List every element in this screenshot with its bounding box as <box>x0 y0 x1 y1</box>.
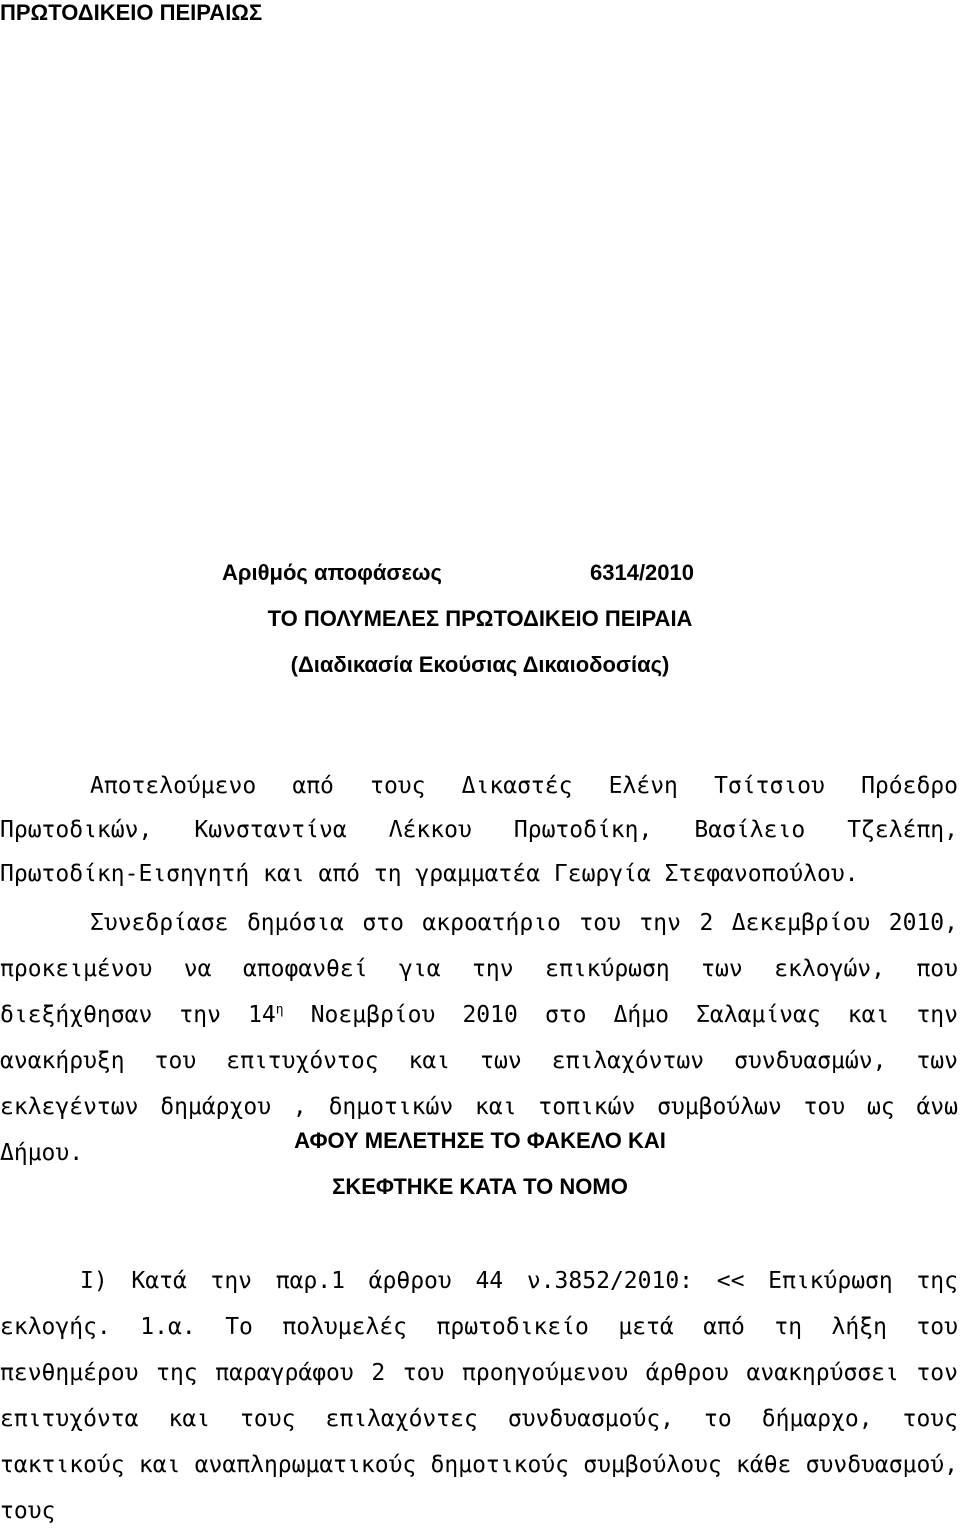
procedure-type: (Διαδικασία Εκούσιας Δικαιοδοσίας) <box>290 652 670 677</box>
composition-paragraph: Αποτελούμενο από τους Δικαστές Ελένη Τσίτσιου Πρόεδρο Πρωτοδικών, Κωνσταντίνα Λέκκου Πρωτοδίκη, Βασίλειο Τζελέπη, Πρωτοδίκη-Εισηγητή και από τη γραμματέα Γεωργία Στεφανοπούλου. <box>0 773 958 887</box>
considerations-heading-line-1: ΑΦΟΥ ΜΕΛΕΤΗΣΕ ΤΟ ΦΑΚΕΛΟ ΚΑΙ <box>294 1128 666 1153</box>
court-header: ΠΡΩΤΟΔΙΚΕΙΟ ΠΕΙΡΑΙΩΣ <box>0 0 263 25</box>
session-text-after: Νοεμβρίου 2010 στο Δήμο Σαλαμίνας και την ανακήρυξη του επιτυχόντος και των επιλαχόντων συνδυασμών, των εκλεγέντων δημάρχου , δημοτικών και τοπικών συμβούλων του ως άνω Δήμου. <box>0 1002 959 1166</box>
article-paragraph: Ι) Κατά την παρ.1 άρθρου 44 ν.3852/2010: << Επικύρωση της εκλογής. 1.α. Το πολυμελές πρωτοδικείο μετά από τη λήξη του πενθημέρου της παραγράφου 2 του προηγούμενου άρθρου ανακηρύσσει τον επιτυχόντα και τους επιλαχόντες συνδυασμούς, το δήμαρχο, τους τακτικούς και αναπληρωματικούς δημοτικούς συμβούλους κάθε συνδυασμού, τους <box>0 1268 958 1524</box>
session-text-before: Συνεδρίασε δημόσια στο ακροατήριο του την 2 Δεκεμβρίου 2010, προκειμένου να αποφανθεί για την επικύρωση των εκλογών, που διεξήχθησαν την 14 <box>0 910 958 1028</box>
decision-number-label: Αριθμός αποφάσεως <box>222 560 442 585</box>
considerations-heading-line-2: ΣΚΕΦΤΗΚΕ ΚΑΤΑ ΤΟ ΝΟΜΟ <box>332 1174 628 1199</box>
decision-number-line <box>222 560 742 590</box>
court-title: ΤΟ ΠΟΛΥΜΕΛΕΣ ΠΡΩΤΟΔΙΚΕΙΟ ΠΕΙΡΑΙΑ <box>267 606 693 631</box>
decision-number-value: 6314/2010 <box>590 560 694 585</box>
ordinal-superscript: η <box>275 1002 284 1018</box>
